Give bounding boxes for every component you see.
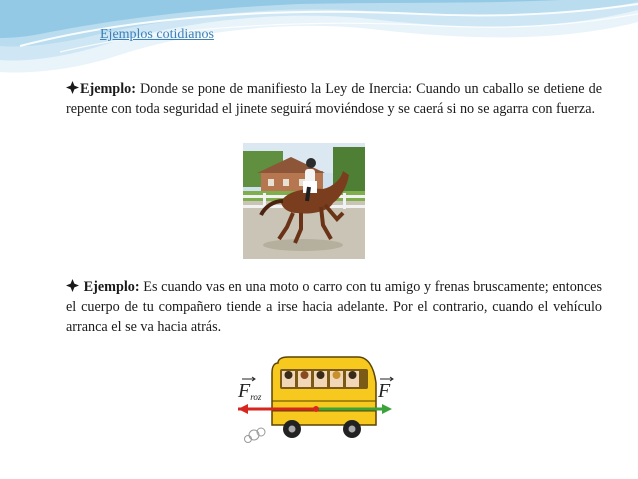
- friction-force-label: Froz: [238, 380, 262, 402]
- diamond-bullet-icon: [66, 279, 79, 292]
- example-1-label: Ejemplo:: [80, 81, 136, 97]
- wave-header-decoration: [0, 0, 638, 80]
- diamond-bullet-icon: [66, 81, 79, 94]
- section-title: Ejemplos cotidianos: [100, 27, 214, 42]
- applied-force-label: F: [378, 380, 391, 402]
- example-1-paragraph: [66, 79, 602, 119]
- example-1-text: Donde se pone de manifiesto la Ley de Inercia: Cuando un caballo se detiene de repente con toda seguridad el jinete seguirá moviéndose y se caerá si no se agarra con fuerza.: [66, 81, 602, 117]
- example-2-label: Ejemplo:: [83, 279, 140, 295]
- example-2-text: Es cuando vas en una moto o carro con tu amigo y frenas bruscamente; entonces el cuerpo de tu compañero tiende a irse hacia adelante. Por el contrario, cuando el vehículo arranca el se va hacia atrás.: [66, 279, 603, 335]
- horse-rider-photo: [243, 143, 365, 259]
- example-2-paragraph: [66, 277, 602, 337]
- bus-forces-illustration: [234, 353, 396, 448]
